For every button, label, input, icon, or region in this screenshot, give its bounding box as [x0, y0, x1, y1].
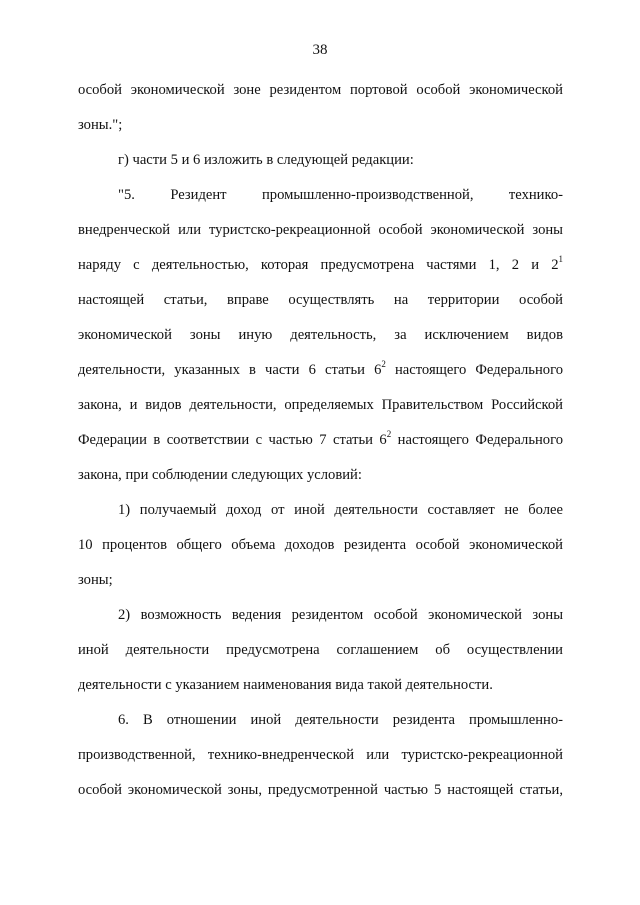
text-line: 1) получаемый доход от иной деятельности составляет не более: [118, 502, 563, 518]
text-line: г) части 5 и 6 изложить в следующей редакции:: [118, 152, 414, 168]
text-line: зоны;: [78, 572, 113, 588]
text-line: наряду с деятельностью, которая предусмотрена частями 1, 2 и $2^1$: [78, 254, 563, 273]
superscript: 1: [558, 254, 563, 265]
text-line: особой экономической зоне резидентом портовой особой экономической: [78, 82, 563, 98]
text-line: Федерации в соответствии с частью 7 статьи $6^2$ настоящего Федерального: [78, 429, 563, 448]
text-line: настоящей статьи, вправе осуществлять на территории особой: [78, 292, 563, 308]
text-line: деятельности с указанием наименования вида такой деятельности.: [78, 677, 493, 693]
superscript: 2: [386, 429, 392, 440]
text-line: закона, при соблюдении следующих условий:: [78, 467, 362, 483]
text-line: 6. В отношении иной деятельности резидента промышленно-: [118, 712, 563, 728]
text-line: внедренческой или туристско-рекреационной особой экономической зоны: [78, 222, 563, 238]
page-number: 38: [312, 42, 328, 58]
text-line: особой экономической зоны, предусмотренной частью 5 настоящей статьи,: [78, 782, 563, 798]
text-line: производственной, технико-внедренческой или туристско-рекреационной: [78, 747, 563, 763]
text-line: деятельности, указанных в части 6 статьи $6^2$ настоящего Федерального: [78, 359, 563, 378]
text-line: 2) возможность ведения резидентом особой экономической зоны: [118, 607, 563, 623]
text-line: "5. Резидент промышленно-производственной, технико-: [118, 187, 563, 203]
text-line: зоны.";: [78, 117, 123, 133]
superscript: 2: [381, 359, 386, 370]
text-line: 10 процентов общего объема доходов резидента особой экономической: [78, 537, 563, 553]
text-line: иной деятельности предусмотрена соглашением об осуществлении: [78, 642, 563, 658]
text-line: закона, и видов деятельности, определяемых Правительством Российской: [78, 397, 563, 413]
text-line: экономической зоны иную деятельность, за исключением видов: [78, 327, 563, 343]
